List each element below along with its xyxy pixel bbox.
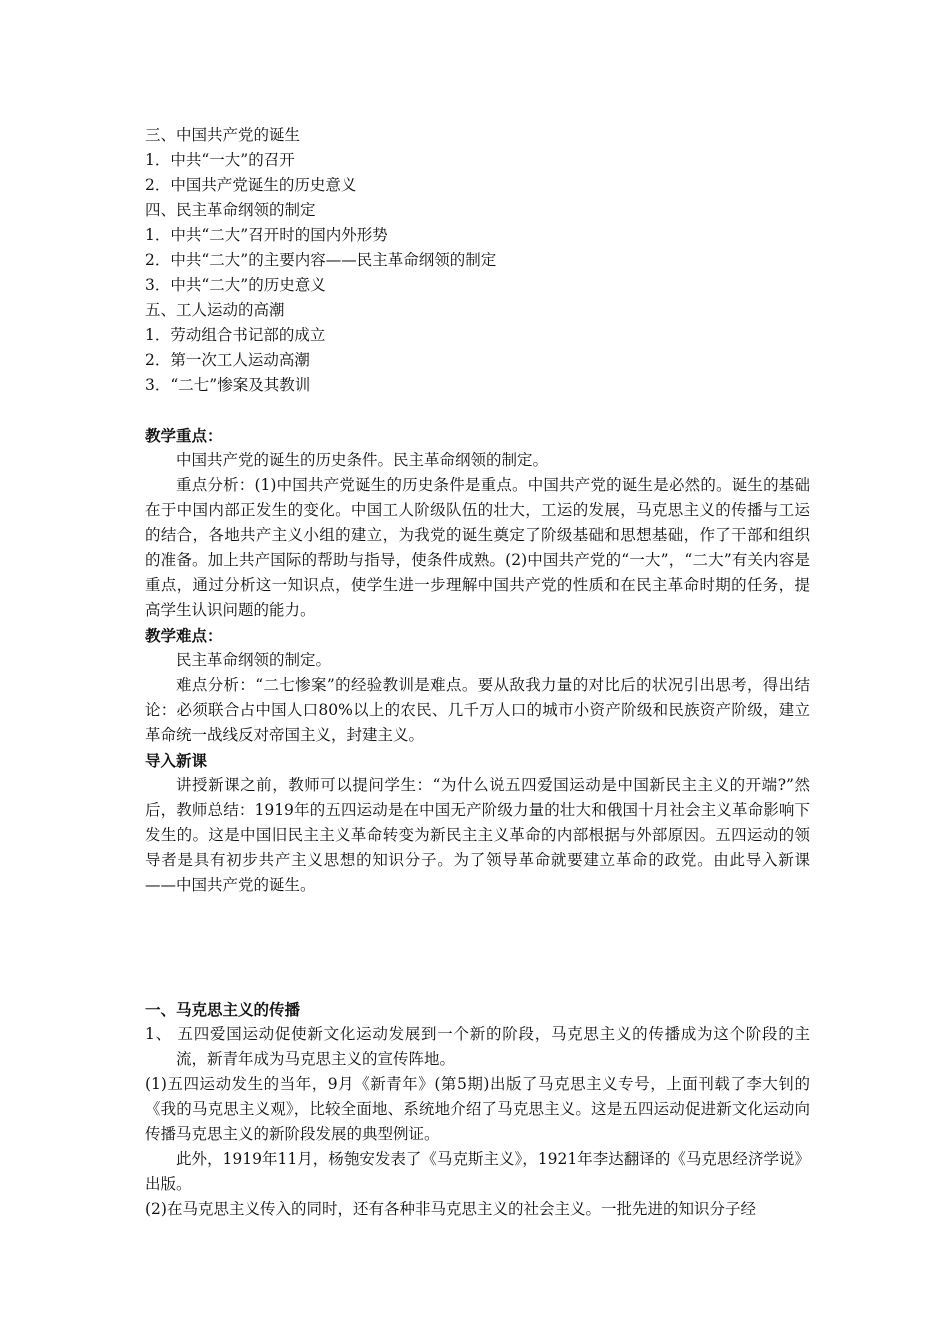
outline-heading-4: 四、民主革命纲领的制定 <box>145 201 316 219</box>
outline-item: 2．中共“二大”的主要内容——民主革命纲领的制定 <box>145 251 497 269</box>
difficult-points-analysis: 难点分析：“二七惨案”的经验教训是难点。要从敌我力量的对比后的状况引出思考，得出结论：必须联合占中国人口80%以上的农民、几千万人口的城市小资产阶级和民族资产阶级，建立革命统一战线反对帝国主义，封建主义。 <box>145 676 810 744</box>
outline-item: 1．中共“一大”的召开 <box>145 151 295 169</box>
key-points-summary: 中国共产党的诞生的历史条件。民主革命纲领的制定。 <box>176 451 549 469</box>
outline-item: 1．劳动组合书记部的成立 <box>145 326 326 344</box>
outline-item: 1．中共“二大”召开时的国内外形势 <box>145 226 388 244</box>
key-points-section <box>145 423 810 623</box>
section-sub-1-more: 此外，1919年11月，杨匏安发表了《马克斯主义》，1921年李达翻译的《马克思经济学说》出版。 <box>145 1150 810 1193</box>
difficult-points-section <box>145 623 810 748</box>
key-points-analysis: 重点分析：(1)中国共产党诞生的历史条件是重点。中国共产党的诞生是必然的。诞生的基础在于中国内部正发生的变化。中国工人阶级队伍的壮大，工运的发展，马克思主义的传播与工运的结合，各地共产主义小组的建立，为我党的诞生奠定了阶级基础和思想基础，作了干部和组织的准备。加上共产国际的帮助与指导，使条件成熟。(2)中国共产党的“一大”，“二大”有关内容是重点，通过分析这一知识点，使学生进一步理解中国共产党的性质和在民主革命时期的任务，提高学生认识问题的能力。 <box>145 476 810 619</box>
outline-list <box>145 123 810 398</box>
section-sub-2: (2)在马克思主义传入的同时，还有各种非马克思主义的社会主义。一批先进的知识分子经 <box>145 1200 756 1218</box>
intro-body: 讲授新课之前，教师可以提问学生：“为什么说五四爱国运动是中国新民主主义的开端?”然后，教师总结：1919年的五四运动是在中国无产阶级力量的壮大和俄国十月社会主义革命影响下发生的。这是中国旧民主主义革命转变为新民主主义革命的内部根据与外部原因。五四运动的领导者是具有初步共产主义思想的知识分子。为了领导革命就要建立革命的政党。由此导入新课——中国共产党的诞生。 <box>145 776 810 894</box>
difficult-points-summary: 民主革命纲领的制定。 <box>176 651 332 669</box>
intro-heading: 导入新课 <box>145 751 208 770</box>
outline-item: 3．中共“二大”的历史意义 <box>145 276 326 294</box>
section-heading: 一、马克思主义的传播 <box>145 1000 301 1019</box>
section-item-1: 1、 五四爱国运动促使新文化运动发展到一个新的阶段，马克思主义的传播成为这个阶段的主流，新青年成为马克思主义的宣传阵地。 <box>145 1025 810 1068</box>
intro-section <box>145 748 810 898</box>
key-points-heading: 教学重点： <box>145 426 223 445</box>
outline-item: 2．中国共产党诞生的历史意义 <box>145 176 357 194</box>
outline-item: 3．“二七”惨案及其教训 <box>145 376 311 394</box>
difficult-points-heading: 教学难点： <box>145 626 223 645</box>
section-marxism <box>145 997 810 1222</box>
section-sub-1: (1)五四运动发生的当年，9月《新青年》(第5期)出版了马克思主义专号，上面刊载了李大钊的《我的马克思主义观》，比较全面地、系统地介绍了马克思主义。这是五四运动促进新文化运动向传播马克思主义的新阶段发展的典型例证。 <box>145 1075 810 1143</box>
outline-item: 2．第一次工人运动高潮 <box>145 351 310 369</box>
outline-heading-5: 五、工人运动的高潮 <box>145 301 285 319</box>
outline-heading-3: 三、中国共产党的诞生 <box>145 126 301 144</box>
